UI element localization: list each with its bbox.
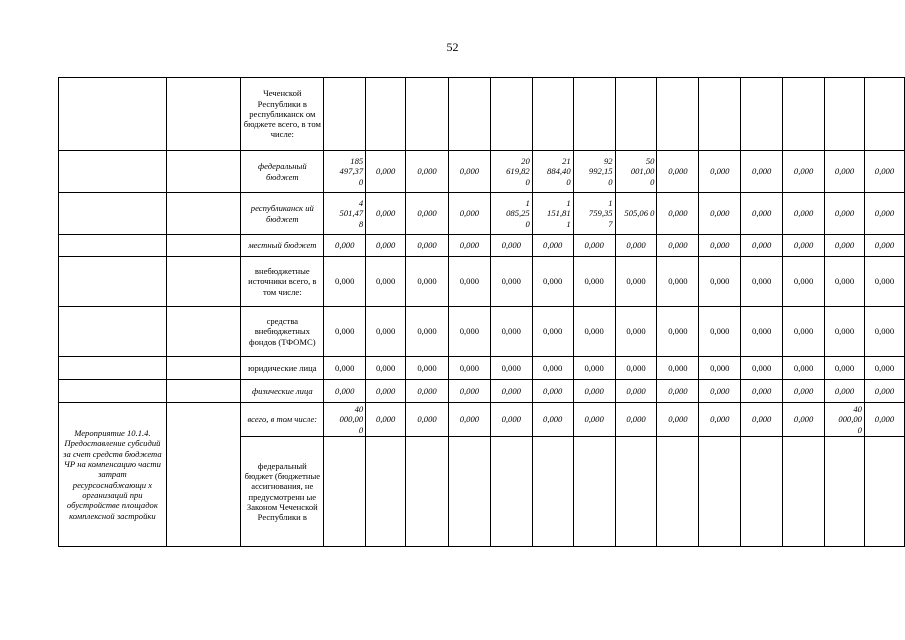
value-cell: 0,000 xyxy=(406,307,449,357)
value-cell: 0,000 xyxy=(864,193,904,235)
value-cell: 0,000 xyxy=(490,380,532,403)
value-cell: 0,000 xyxy=(490,235,532,257)
value-cell: 0,000 xyxy=(783,307,825,357)
value-cell xyxy=(448,437,490,547)
value-cell: 0,000 xyxy=(448,235,490,257)
value-cell: 0,000 xyxy=(699,403,741,437)
value-cell xyxy=(615,437,657,547)
measure-title: Мероприятие 10.1.4. Предоставление субсидий за счет средств бюджета ЧР на компенсацию части затрат ресурсоснабжающи х организаций при обустройстве площадок комплексной застройки xyxy=(59,403,167,547)
value-cell xyxy=(573,78,615,151)
source-cell: юридические лица xyxy=(241,357,324,380)
value-cell: 0,000 xyxy=(657,257,699,307)
value-cell xyxy=(573,437,615,547)
value-cell: 40 000,00 0 xyxy=(825,403,865,437)
value-cell: 0,000 xyxy=(573,380,615,403)
value-cell: 0,000 xyxy=(825,380,865,403)
value-cell: 0,000 xyxy=(448,403,490,437)
value-cell: 0,000 xyxy=(657,403,699,437)
value-cell: 0,000 xyxy=(448,307,490,357)
table-row xyxy=(59,257,905,307)
empty-cell xyxy=(166,257,241,307)
empty-cell xyxy=(166,357,241,380)
table-row xyxy=(59,357,905,380)
value-cell: 0,000 xyxy=(532,307,573,357)
value-cell: 0,000 xyxy=(699,307,741,357)
value-cell: 0,000 xyxy=(448,151,490,193)
value-cell: 0,000 xyxy=(741,403,783,437)
source-cell: средства внебюджетных фондов (ТФОМС) xyxy=(241,307,324,357)
value-cell: 0,000 xyxy=(615,380,657,403)
empty-cell xyxy=(166,380,241,403)
value-cell: 0,000 xyxy=(324,380,366,403)
value-cell: 0,000 xyxy=(825,257,865,307)
empty-cell xyxy=(166,307,241,357)
value-cell: 0,000 xyxy=(699,257,741,307)
table-row xyxy=(59,403,905,437)
value-cell: 0,000 xyxy=(324,307,366,357)
empty-cell xyxy=(166,235,241,257)
empty-cell xyxy=(59,193,167,235)
value-cell xyxy=(699,437,741,547)
table-row xyxy=(59,78,905,151)
value-cell: 185 497,37 0 xyxy=(324,151,366,193)
value-cell: 0,000 xyxy=(657,151,699,193)
value-cell: 0,000 xyxy=(615,403,657,437)
value-cell: 0,000 xyxy=(699,357,741,380)
value-cell: 0,000 xyxy=(741,235,783,257)
value-cell: 0,000 xyxy=(783,193,825,235)
value-cell: 0,000 xyxy=(573,257,615,307)
value-cell: 0,000 xyxy=(699,193,741,235)
value-cell: 0,000 xyxy=(324,357,366,380)
table-row xyxy=(59,151,905,193)
value-cell xyxy=(324,78,366,151)
value-cell: 0,000 xyxy=(490,357,532,380)
value-cell xyxy=(366,78,406,151)
value-cell: 0,000 xyxy=(366,151,406,193)
value-cell: 21 884,40 0 xyxy=(532,151,573,193)
value-cell: 0,000 xyxy=(741,151,783,193)
value-cell: 0,000 xyxy=(657,193,699,235)
value-cell xyxy=(825,78,865,151)
source-cell: внебюджетные источники всего, в том числе: xyxy=(241,257,324,307)
value-cell: 0,000 xyxy=(573,307,615,357)
empty-cell xyxy=(59,78,167,151)
empty-cell xyxy=(166,403,241,547)
value-cell: 0,000 xyxy=(366,380,406,403)
value-cell: 0,000 xyxy=(825,307,865,357)
table-row xyxy=(59,307,905,357)
value-cell: 0,000 xyxy=(406,380,449,403)
value-cell: 0,000 xyxy=(783,257,825,307)
value-cell: 0,000 xyxy=(366,235,406,257)
source-cell: федеральный бюджет xyxy=(241,151,324,193)
value-cell: 0,000 xyxy=(741,257,783,307)
table-body xyxy=(59,78,905,547)
value-cell: 0,000 xyxy=(532,403,573,437)
value-cell: 1 085,25 0 xyxy=(490,193,532,235)
value-cell: 0,000 xyxy=(573,235,615,257)
value-cell: 0,000 xyxy=(490,257,532,307)
value-cell: 0,000 xyxy=(406,357,449,380)
value-cell: 0,000 xyxy=(366,403,406,437)
value-cell xyxy=(324,437,366,547)
value-cell: 0,000 xyxy=(699,151,741,193)
empty-cell xyxy=(59,357,167,380)
value-cell: 0,000 xyxy=(366,257,406,307)
value-cell: 0,000 xyxy=(448,357,490,380)
value-cell xyxy=(448,78,490,151)
budget-table xyxy=(58,77,905,547)
value-cell: 0,000 xyxy=(783,403,825,437)
value-cell xyxy=(741,437,783,547)
value-cell: 0,000 xyxy=(573,403,615,437)
value-cell: 92 992,15 0 xyxy=(573,151,615,193)
value-cell: 0,000 xyxy=(532,380,573,403)
value-cell xyxy=(825,437,865,547)
value-cell: 0,000 xyxy=(657,380,699,403)
value-cell: 0,000 xyxy=(657,357,699,380)
value-cell xyxy=(783,437,825,547)
value-cell: 0,000 xyxy=(615,307,657,357)
value-cell xyxy=(366,437,406,547)
value-cell: 0,000 xyxy=(783,235,825,257)
page-number: 52 xyxy=(446,40,459,54)
value-cell: 0,000 xyxy=(864,257,904,307)
empty-cell xyxy=(59,235,167,257)
value-cell: 0,000 xyxy=(406,403,449,437)
value-cell: 0,000 xyxy=(406,257,449,307)
value-cell: 0,000 xyxy=(490,403,532,437)
value-cell xyxy=(864,437,904,547)
value-cell: 0,000 xyxy=(573,357,615,380)
value-cell xyxy=(783,78,825,151)
value-cell: 0,000 xyxy=(532,235,573,257)
value-cell: 0,000 xyxy=(406,151,449,193)
value-cell: 0,000 xyxy=(406,193,449,235)
value-cell: 1 759,35 7 xyxy=(573,193,615,235)
empty-cell xyxy=(59,307,167,357)
value-cell: 50 001,00 0 xyxy=(615,151,657,193)
value-cell: 0,000 xyxy=(864,403,904,437)
value-cell: 0,000 xyxy=(615,257,657,307)
value-cell: 0,000 xyxy=(448,380,490,403)
source-cell: федеральный бюджет (бюджетные ассигнования, не предусмотренн ые Законом Чеченской Республики в xyxy=(241,437,324,547)
value-cell xyxy=(864,78,904,151)
value-cell xyxy=(490,437,532,547)
value-cell: 505,06 0 xyxy=(615,193,657,235)
value-cell: 0,000 xyxy=(864,357,904,380)
value-cell: 0,000 xyxy=(741,307,783,357)
value-cell: 0,000 xyxy=(864,151,904,193)
value-cell: 0,000 xyxy=(825,357,865,380)
empty-cell xyxy=(166,78,241,151)
value-cell: 0,000 xyxy=(324,235,366,257)
value-cell xyxy=(406,437,449,547)
value-cell: 0,000 xyxy=(366,307,406,357)
source-cell: физические лица xyxy=(241,380,324,403)
source-cell: республиканск ий бюджет xyxy=(241,193,324,235)
value-cell: 0,000 xyxy=(783,151,825,193)
value-cell: 0,000 xyxy=(825,193,865,235)
value-cell: 0,000 xyxy=(366,357,406,380)
value-cell: 0,000 xyxy=(406,235,449,257)
value-cell: 0,000 xyxy=(615,235,657,257)
value-cell: 0,000 xyxy=(783,357,825,380)
value-cell xyxy=(490,78,532,151)
value-cell: 0,000 xyxy=(615,357,657,380)
source-cell: всего, в том числе: xyxy=(241,403,324,437)
value-cell: 0,000 xyxy=(741,357,783,380)
value-cell xyxy=(532,437,573,547)
table-row xyxy=(59,235,905,257)
empty-cell xyxy=(59,151,167,193)
value-cell: 4 501,47 8 xyxy=(324,193,366,235)
value-cell xyxy=(699,78,741,151)
empty-cell xyxy=(166,193,241,235)
value-cell xyxy=(406,78,449,151)
value-cell: 0,000 xyxy=(741,380,783,403)
source-cell: Чеченской Республики в республиканск ом бюджете всего, в том числе: xyxy=(241,78,324,151)
value-cell xyxy=(657,78,699,151)
value-cell: 0,000 xyxy=(532,257,573,307)
value-cell xyxy=(615,78,657,151)
value-cell: 0,000 xyxy=(657,235,699,257)
value-cell: 0,000 xyxy=(448,257,490,307)
value-cell: 40 000,00 0 xyxy=(324,403,366,437)
source-cell: местный бюджет xyxy=(241,235,324,257)
value-cell xyxy=(532,78,573,151)
value-cell: 1 151,81 1 xyxy=(532,193,573,235)
table-row xyxy=(59,193,905,235)
value-cell: 0,000 xyxy=(448,193,490,235)
value-cell xyxy=(657,437,699,547)
value-cell: 0,000 xyxy=(490,307,532,357)
empty-cell xyxy=(166,151,241,193)
value-cell: 0,000 xyxy=(741,193,783,235)
value-cell: 0,000 xyxy=(366,193,406,235)
table-row xyxy=(59,380,905,403)
empty-cell xyxy=(59,257,167,307)
value-cell: 0,000 xyxy=(864,235,904,257)
value-cell: 0,000 xyxy=(657,307,699,357)
value-cell: 0,000 xyxy=(699,380,741,403)
empty-cell xyxy=(59,380,167,403)
value-cell xyxy=(741,78,783,151)
value-cell: 0,000 xyxy=(783,380,825,403)
value-cell: 20 619,82 0 xyxy=(490,151,532,193)
value-cell: 0,000 xyxy=(864,380,904,403)
value-cell: 0,000 xyxy=(324,257,366,307)
value-cell: 0,000 xyxy=(825,235,865,257)
value-cell: 0,000 xyxy=(825,151,865,193)
value-cell: 0,000 xyxy=(699,235,741,257)
value-cell: 0,000 xyxy=(864,307,904,357)
value-cell: 0,000 xyxy=(532,357,573,380)
